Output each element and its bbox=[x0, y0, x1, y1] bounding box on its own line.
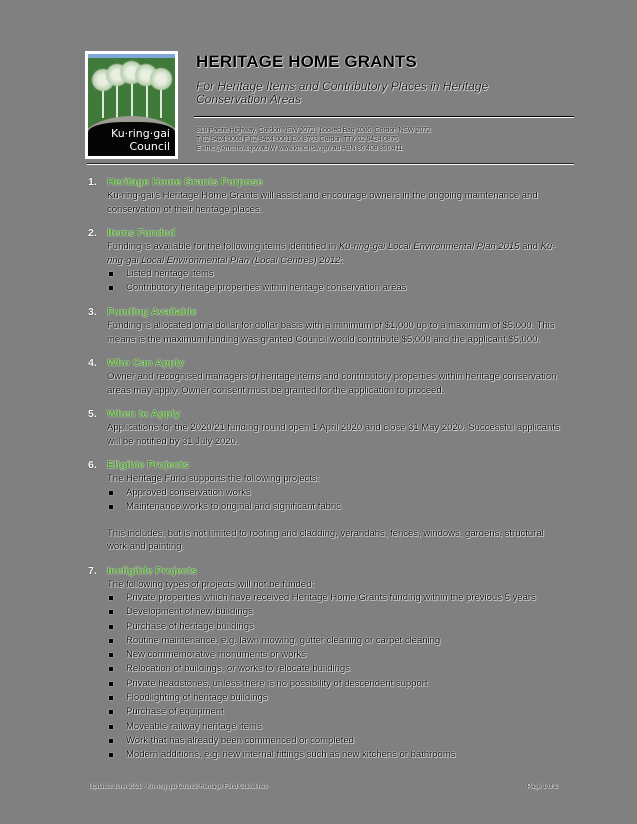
list-item: New commemorative monuments or works bbox=[107, 648, 563, 662]
list-item: Private headstones, unless there is no possibility of descendent support bbox=[107, 677, 563, 691]
list-item: Approved conservation works bbox=[107, 486, 563, 500]
section-heading: 3. Funding Available bbox=[88, 306, 197, 318]
list-item: Contributory heritage properties within heritage conservation areas bbox=[107, 281, 563, 295]
section-heading: 1. Heritage Home Grants Purpose bbox=[88, 176, 263, 188]
section-heading: 7. Ineligible Projects bbox=[88, 564, 197, 577]
page-title: HERITAGE HOME GRANTS bbox=[196, 52, 417, 71]
section-funding-available bbox=[88, 306, 563, 346]
section-intro: The following types of projects will not be funded: bbox=[107, 578, 315, 590]
list-item: Relocation of buildings, or works to relocate buildings bbox=[107, 662, 563, 676]
contact-email-web: E kmc@kmc.nsw.gov.au W www.kmc.nsw.gov.au ABN 86 408 856 411 bbox=[196, 145, 403, 152]
header-divider bbox=[194, 116, 574, 118]
list-item: Moveable railway heritage items bbox=[107, 720, 563, 734]
ineligible-projects-list bbox=[107, 591, 563, 763]
list-item: Purchase of heritage buildings bbox=[107, 620, 563, 634]
footer-document-info: Updated June 2021 - Ku-ring-gai Council Heritage Fund Guidelines bbox=[89, 784, 268, 790]
document-body bbox=[88, 176, 563, 774]
section-who-can-apply bbox=[88, 357, 563, 397]
lep-2015-reference: Ku-ring-gai Local Environmental Plan 2015 bbox=[338, 241, 520, 252]
list-item: Work that has already been commenced or completed bbox=[107, 734, 563, 748]
list-item: Purchase of equipment bbox=[107, 705, 563, 719]
section-heading: 5. When to Apply bbox=[88, 408, 181, 420]
page-subtitle: For Heritage Items and Contributory Places in Heritage Conservation Areas bbox=[196, 79, 489, 106]
section-intro: The Heritage Fund supports the following projects: bbox=[107, 473, 320, 484]
list-item: Maintenance works to original and significant fabric bbox=[107, 500, 563, 514]
section-purpose bbox=[88, 176, 563, 216]
section-text: Funding is allocated on a dollar for dollar basis with a minimum of $1,000 up to a maximum of $5,000. This means is the maximum funding was granted Council would contribute $5,000 and the applicant $5,000. bbox=[107, 320, 555, 345]
items-funded-list bbox=[107, 267, 563, 295]
logo-text: Ku·ring·gai Council bbox=[111, 127, 170, 153]
section-heading: 4. Who Can Apply bbox=[88, 357, 185, 369]
section-outro: This includes, but is not limited to roofing and cladding, verandahs, fences, windows, gardens, structural work and painting. bbox=[107, 527, 544, 552]
list-item: Modern additions, e.g. new internal fittings such as new kitchens or bathrooms bbox=[107, 748, 563, 762]
section-heading: 6. Eligible Projects bbox=[88, 459, 189, 471]
list-item: Floodlighting of heritage buildings bbox=[107, 691, 563, 705]
list-item: Private properties which have received Heritage Home Grants funding within the previous 5 years bbox=[107, 591, 563, 605]
section-when-to-apply bbox=[88, 408, 563, 448]
contact-phone: T 02 9424 0000 F 02 9424 0001 DX 8703 Gordon TTY 02 9424 0875 bbox=[196, 136, 398, 143]
section-text: Funding is available for the following items identified in Ku-ring-gai Local Environmental Plan 2015 and Ku-ring-gai Local Environmental Plan (Local Centres) 2012: bbox=[107, 241, 556, 266]
footer-page-number: Page 1 of 2 bbox=[527, 784, 558, 790]
section-heading: 2. Items Funded bbox=[88, 227, 176, 239]
list-item: Routine maintenance, e.g. lawn mowing, gutter cleaning or carpet cleaning bbox=[107, 634, 563, 648]
section-ineligible-projects bbox=[88, 565, 563, 763]
lep-2012-reference: Ku-ring-gai Local Environmental Plan (Local Centres) 2012 bbox=[107, 241, 556, 266]
eligible-projects-list bbox=[107, 486, 563, 514]
council-logo bbox=[85, 51, 178, 159]
list-item: Development of new buildings bbox=[107, 605, 563, 619]
list-item: Listed heritage items bbox=[107, 267, 563, 281]
tree-logo-icon bbox=[88, 54, 175, 156]
section-text: Applications for the 2020/21 funding round open 1 April 2020 and close 31 May 2020. Successful applicants will be notified by 31 July 2020. bbox=[107, 422, 560, 447]
section-text: Ku-ring-gai's Heritage Home Grants will assist and encourage owners in the ongoing maintenance and conservation of their heritage places. bbox=[107, 190, 538, 215]
header-bottom-divider bbox=[87, 163, 574, 165]
section-items-funded bbox=[88, 227, 563, 295]
section-eligible-projects bbox=[88, 459, 563, 554]
section-text: Owner and recognised managers of heritage items and contributory properties within heritage conservation areas may apply. Owner consent must be granted for the application to proceed. bbox=[107, 371, 557, 396]
contact-details bbox=[196, 126, 431, 153]
contact-address: 818 Pacific Highway, Gordon NSW 2072 | Locked Bag 1006, Gordon NSW 2072 bbox=[196, 127, 431, 134]
